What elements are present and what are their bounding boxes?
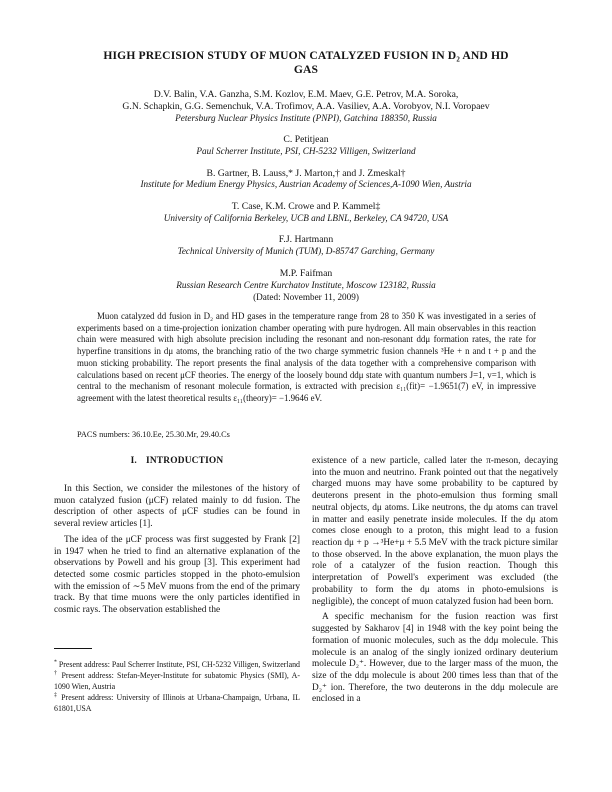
abstract: Muon catalyzed dd fusion in D₂ and HD gases in the temperature range from 28 to 350 K was investigated in a series of experiments based on a time-projection ionization chamber operating with pure hydrogen. All main observables in this reaction chain were measured with high absolute precision including the resonant and non-resonant ddμ formation rates, the rate for hyperfine transitions in dμ atoms, the branching ratio of the two charge symmetric fusion channels ³He + n and t + p and the muon sticking probability. The report presents the final analysis of the data together with a comprehensive comparison with calculations based on recent μCF theories. The energy of the loosely bound ddμ state with quantum numbers J=1, v=1, which is central to the mechanism of resonant molecule formation, is extracted with precision ε₁₁(fit)= −1.9651(7) eV, in impressive agreement with the latest theoretical results ε₁₁(theory)= −1.9646 eV. bbox=[77, 311, 536, 403]
dated-line: (Dated: November 11, 2009) bbox=[253, 292, 359, 303]
body-paragraph: A specific mechanism for the fusion reaction was first suggested by Sakharov [4] in 1948 with the key point being the formation of muonic molecules, such as the ddμ molecule. This molecule is an analog of the singly ionized ordinary deuterium molecule D₂⁺. However, due to the larger mass of the muon, the size of the ddμ molecule is about 200 times less than that of the D₂⁺ ion. Therefore, the two deuterons in the ddμ molecule are enclosed in a bbox=[312, 612, 558, 705]
pacs-line: PACS numbers: 36.10.Ee, 25.30.Mr, 29.40.Cs bbox=[77, 430, 230, 439]
footnote bbox=[54, 693, 300, 715]
body-paragraph: The idea of the μCF process was first suggested by Frank [2] in 1947 when he tried to find an alternative explanation of the observations by Powell and his group [3]. This experiment had detected some cosmic particles stopped in the photo-emulsion with the emission of ∼5 MeV muons from the end of the primary track. By that time muons were the only particles identified in cosmic rays. The observation established the bbox=[54, 534, 300, 616]
title-line-2: GAS bbox=[293, 62, 319, 76]
body-paragraph: In this Section, we consider the milestones of the history of muon catalyzed fusion (μCF) related mainly to dd fusion. The description of other aspects of μCF studies can be found in several review articles [1]. bbox=[54, 484, 300, 530]
body-paragraph: existence of a new particle, called later the π-meson, decaying into the muon and neutrino. Frank pointed out that the negatively charged muons may have some probability to be captured by deuterons present in the photo-emulsion thus forming small neutral objects, dμ atoms. Like neutrons, the dμ atoms can travel in matter and easily penetrate inside molecules. If the dμ atom comes close enough to a proton, this might lead to a fusion reaction dμ + p →³He+μ + 5.5 MeV with the track picture similar to those observed. In the above explanation, the muon plays the role of a catalyzer of the fusion reaction. Though this interpretation of Powell's experiment was excluded (the probability to form the dμ atoms in photo-emulsions is negligible), the concept of muon catalyzed fusion had been born. bbox=[312, 456, 558, 607]
footnote-rule bbox=[54, 648, 92, 649]
author-names: B. Gartner, B. Lauss,* J. Marton,† and J. Zmeskal† bbox=[206, 167, 406, 179]
right-column bbox=[312, 456, 558, 729]
footnote bbox=[54, 671, 300, 693]
affiliation: University of California Berkeley, UCB and LBNL, Berkeley, CA 94720, USA bbox=[163, 212, 449, 223]
affiliation: Paul Scherrer Institute, PSI, CH-5232 Villigen, Switzerland bbox=[196, 145, 416, 156]
footnote bbox=[54, 660, 300, 671]
affiliation: Institute for Medium Energy Physics, Austrian Academy of Sciences,A-1090 Wien, Austria bbox=[140, 179, 472, 190]
affiliation: Technical University of Munich (TUM), D-85747 Garching, Germany bbox=[177, 246, 435, 257]
footnote-text: Present address: Stefan-Meyer-Institute for subatomic Physics (SMI), A-1090 Wien, Austria bbox=[54, 670, 300, 691]
footnote-marker: ‡ bbox=[54, 692, 59, 699]
footnote-marker: * bbox=[54, 659, 57, 666]
author-names: C. Petitjean bbox=[283, 134, 329, 146]
author-names: D.V. Balin, V.A. Ganzha, S.M. Kozlov, E.M. Maev, G.E. Petrov, M.A. Soroka, bbox=[153, 89, 459, 100]
author-group-berkeley bbox=[54, 201, 558, 224]
left-column bbox=[54, 456, 300, 646]
author-group-psi bbox=[54, 134, 558, 157]
author-names: F.J. Hartmann bbox=[278, 234, 334, 246]
section-number: I. bbox=[130, 456, 137, 466]
author-group-pnpi bbox=[54, 89, 558, 124]
author-group-kurchatov bbox=[54, 268, 558, 304]
section-title: INTRODUCTION bbox=[145, 456, 224, 466]
author-group-wien bbox=[54, 168, 558, 191]
title-line-1: HIGH PRECISION STUDY OF MUON CATALYZED FUSION IN D₂ AND HD bbox=[103, 49, 509, 62]
affiliation: Petersburg Nuclear Physics Institute (PNPI), Gatchina 188350, Russia bbox=[175, 112, 437, 123]
paper-header bbox=[54, 49, 558, 304]
author-names: M.P. Faifman bbox=[279, 267, 333, 279]
author-group-tum bbox=[54, 234, 558, 257]
paper-title bbox=[54, 49, 558, 76]
author-names: G.N. Schapkin, G.G. Semenchuk, V.A. Trofimov, A.A. Vasiliev, A.A. Vorobyov, N.I. Voropaev bbox=[122, 100, 490, 112]
footnote-text: Present address: University of Illinois at Urbana-Champaign, Urbana, IL 61801,USA bbox=[54, 692, 300, 713]
footnote-marker: † bbox=[54, 670, 59, 677]
footnote-text: Present address: Paul Scherrer Institute, PSI, CH-5232 Villigen, Switzerland bbox=[58, 660, 300, 669]
section-heading-introduction bbox=[54, 456, 300, 466]
footnotes-block bbox=[54, 648, 300, 715]
affiliation: Russian Research Centre Kurchatov Institute, Moscow 123182, Russia bbox=[176, 279, 436, 290]
author-names: T. Case, K.M. Crowe and P. Kammel‡ bbox=[231, 200, 381, 212]
